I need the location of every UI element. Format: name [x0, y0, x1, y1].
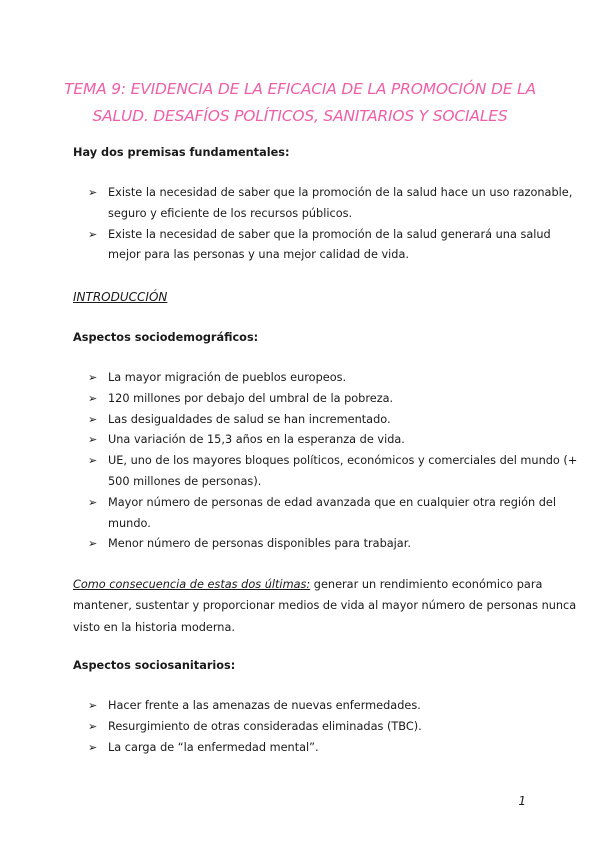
consecuencia-lead: Como consecuencia de estas dos últimas: — [73, 578, 311, 591]
list-item — [88, 389, 528, 410]
arrow-bullet-icon: ➢ — [88, 719, 98, 733]
title-line-2: SALUD. DESAFÍOS POLÍTICOS, SANITARIOS Y SOCIALES — [92, 107, 508, 125]
list-item-text: 120 millones por debajo del umbral de la pobreza. — [108, 391, 394, 405]
sociodemograficos-heading: Aspectos sociodemográficos: — [73, 331, 259, 344]
arrow-bullet-icon: ➢ — [88, 740, 98, 754]
list-item-text: Mayor número de personas de edad avanzada que en cualquier otra región del — [108, 495, 556, 509]
list-item-text: Menor número de personas disponibles para trabajar. — [108, 537, 411, 551]
list-item — [88, 225, 551, 267]
list-item — [88, 717, 528, 738]
arrow-bullet-icon: ➢ — [88, 433, 98, 447]
list-item — [88, 430, 528, 451]
document-title — [60, 76, 540, 130]
list-item — [88, 451, 578, 493]
arrow-bullet-icon: ➢ — [88, 699, 98, 712]
arrow-bullet-icon: ➢ — [88, 454, 98, 468]
list-item — [88, 410, 528, 431]
list-item — [88, 534, 528, 555]
list-item — [88, 738, 528, 759]
list-item-text-cont: mundo. — [108, 516, 151, 530]
sociosanitarios-heading: Aspectos sociosanitarios: — [73, 659, 236, 672]
arrow-bullet-icon: ➢ — [88, 537, 98, 551]
list-item-text: Hacer frente a las amenazas de nuevas enfermedades. — [108, 699, 421, 712]
list-item-text: La carga de “la enfermedad mental”. — [108, 740, 319, 754]
arrow-bullet-icon: ➢ — [88, 412, 98, 426]
list-item-text-cont: 500 millones de personas). — [108, 474, 262, 488]
arrow-bullet-icon: ➢ — [88, 495, 98, 509]
list-item — [88, 696, 528, 717]
list-item-text: Existe la necesidad de saber que la promoción de la salud hace un uso razonable, — [108, 186, 573, 199]
consecuencia-line-2: mantener, sustentar y proporcionar medios de vida al mayor número de personas nunca — [73, 599, 577, 613]
arrow-bullet-icon: ➢ — [88, 371, 98, 384]
consecuencia-line-3: visto en la historia moderna. — [73, 620, 235, 634]
section-title-introduccion: INTRODUCCIÓN — [73, 290, 168, 304]
list-item-text-cont: mejor para las personas y una mejor calidad de vida. — [108, 248, 409, 262]
arrow-bullet-icon: ➢ — [88, 391, 98, 405]
arrow-bullet-icon: ➢ — [88, 227, 98, 241]
title-line-1: TEMA 9: EVIDENCIA DE LA EFICACIA DE LA PROMOCIÓN DE LA — [64, 80, 536, 98]
list-item-text: La mayor migración de pueblos europeos. — [108, 371, 347, 384]
list-item-text: Resurgimiento de otras consideradas eliminadas (TBC). — [108, 719, 422, 733]
list-item — [88, 183, 573, 225]
consecuencia-text: generar un rendimiento económico para — [310, 578, 543, 591]
sociosanitarios-list — [88, 696, 528, 758]
list-item-text: Las desigualdades de salud se han incrementado. — [108, 412, 391, 426]
arrow-bullet-icon: ➢ — [88, 186, 98, 199]
premisas-heading: Hay dos premisas fundamentales: — [73, 146, 290, 159]
list-item-text: Una variación de 15,3 años en la esperanza de vida. — [108, 433, 405, 447]
list-item — [88, 493, 556, 535]
page-number: 1 — [518, 794, 526, 808]
premisas-list — [88, 183, 573, 266]
list-item — [88, 368, 528, 389]
consecuencia-paragraph — [73, 574, 577, 638]
list-item-text-cont: seguro y eficiente de los recursos públicos. — [108, 206, 353, 220]
list-item-text: Existe la necesidad de saber que la promoción de la salud generará una salud — [108, 227, 551, 241]
list-item-text: UE, uno de los mayores bloques políticos, económicos y comerciales del mundo (+ — [108, 454, 578, 468]
sociodemograficos-list — [88, 368, 578, 555]
